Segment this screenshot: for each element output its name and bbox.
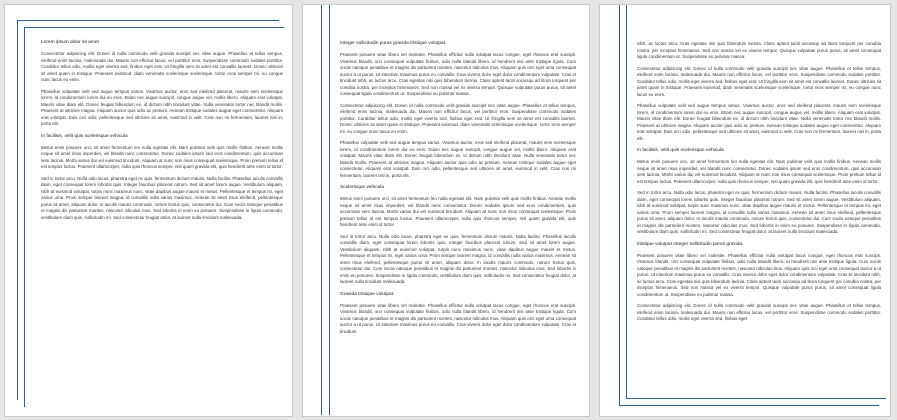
page-content [41,39,283,226]
page-border-line [329,5,330,415]
page-border-line [619,5,620,405]
page-border-line [17,20,279,21]
paragraph: Sed in tortor arcu. Nulla odio lacus, pharetra eget ex quis, fermentum dictum mauris. Nulla facilisi. Phasellus iaculis convallis diam, eget consequat lorem lobortis quis. Integer faucibus placerat rutrum. Sed sit amet lorem augue. Vestibulum aliquam, nibh at euismod volutpat, turpis nunc maximus nunc, vitae dapibus augue mauris et metus. Pellentesque et tempus mi, eget varius urna. Proin semper laoreet magna, id convallis nulla varius maximus. Aenean sit amet risus eleifend, pellentesque purus sit amet, aliquam dolor. In iaculis mauris commodo, rutrum lectus quis, consectetur dui. Cum sociis natoque penatibus et magnis dis parturient montes, nascetur ridiculus mus. Sed lobortis in enim eu posuere. Suspendisse in ligula commodo, vestibulum diam quis, sollicitudin mi. Sed consectetur feugiat dolor, at laoreet nulla tincidunt malesuada. [41,175,283,220]
section-heading: In facilisis, velit quis scelerisque vehicula [637,148,724,153]
paragraph: Sed in tortor arcu. Nulla odio lacus, pharetra eget ex quis, fermentum dictum mauris. Nulla facilisi. Phasellus iaculis convallis diam, eget consequat lorem lobortis quis. Integer faucibus placerat rutrum. Sed sit amet lorem augue. Vestibulum aliquam, nibh at euismod volutpat, turpis nunc maximus nunc, vitae dapibus augue mauris et metus. Pellentesque et tempus mi, eget varius urna. Proin semper laoreet magna, id convallis nulla varius maximus. Aenean sit amet risus eleifend, pellentesque purus sit amet, aliquam dolor. In iaculis mauris commodo, rutrum lectus quis, consectetur dui. Cum sociis natoque penatibus et magnis dis parturient montes, nascetur ridiculus mus. Sed lobortis in enim eu posuere. Suspendisse in ligula commodo, vestibulum diam quis, sollicitudin mi. Sed consectetur feugiat dolor, at laoreet nulla tincidunt malesuada. [637,190,881,234]
page-border-line [626,5,627,398]
page-border-line [626,398,886,399]
paragraph: Phasellus vulputate velit sed augue tempus varius. Vivamus auctor, eros sed eleifend placerat, mauris sem scelerisque lorem, id condimentum lorem dui eu eros. Etiam nec augue suscipit, congue augue vel, mollis libero. Aliquam erat volutpat. Mauris vitae diam elit. Donec feugiat bibendum ex, id dictum nibh tincidunt vitae. Nulla venenatis tortor nec blandit mollis. Praesent at ultricies magna. Aliquam auctor quis odio ac pretium. Aenean tristique sodales augue eget consectetur. Aliquam erat volutpat. Duis orci odio, pellentesque sed ultricies sit amet, euismod in velit. Cras non mi fermentum, laoreet nisl in, porta elit. [637,103,881,141]
page-border-line [619,405,879,406]
page-border-line [24,27,284,28]
paragraph: Praesent posuere vitae libero vel molestie. Phasellus efficitur nulla volutpat lacus congue, eget rhoncus erat suscipit. Vivamus blandit, orci consequat vulputate finibus, odio nulla blandit libero, id hendrerit nisi ante tristique ligula. Cum sociis natoque penatibus et magnis dis parturient montes, nascetur ridiculus mus. Aliquam quis orci eget urna consequat auctor a ut purus. Ut interdum maximus purus eu convallis. Cras viverra dolor eget dolor condimentum vulputate. Cras et tincidunt nibh, ac luctus arcu. Cras egestas nisi quis bibendum lacinia. Class aptent taciti sociosqu ad litora torquent per conubia nostra, per inceptos himenaeos. Sed non massa vel ex viverra tempor. Quisque vulputate purus purus, sit amet consequat ligula condimentum ut. Suspendisse eu pulvinar massa. [340,52,576,96]
section-heading: Gravida tristique volutpat. [340,291,395,297]
page-border-line [24,27,25,407]
paragraph: Phasellus vulputate velit sed augue tempus varius. Vivamus auctor, eros sed eleifend placerat, mauris sem scelerisque lorem, id condimentum lorem dui eu eros. Etiam nec augue suscipit, congue augue vel, mollis libero. Aliquam erat volutpat. Mauris vitae diam elit. Donec feugiat bibendum ex, id dictum nibh tincidunt vitae. Nulla venenatis tortor nec blandit mollis. Praesent at ultricies magna. Aliquam auctor quis odio ac pretium. Aenean tristique sodales augue eget consectetur. Aliquam erat volutpat. Duis orci odio, pellentesque sed ultricies sit amet, euismod in velit. Cras non mi fermentum, laoreet nisl in, porta elit. [41,88,283,126]
document-page-2 [302,4,590,417]
document-page-3 [599,4,891,417]
paragraph: Metus enim posuere orci, sit amet fermentum leo nulla egestas elit. Nam pulvinar velit quis mollis finibus. Aenean mollis neque sit amet risus imperdiet, vel blandit nunc consectetur. Donec sodales ipsum sed eros condimentum, quis accumsan sem lacinia. Morbi varius dui vel euismod tincidunt. Aliquam at nunc non risus consequat scelerisque. Proin pretium tellus id est tempus luctus. Praesent ullamcorper, nulla quis rhoncus semper, nisl quam gravida elit, quis hendrerit ante enim id tortor. [41,144,283,169]
paragraph: Consectetur adipiscing elit. Donec id nulla commodo velit gravida suscipit nec vitae augue. Phasellus et tellus tempus, eleifend enim lacinia, malesuada dui. Mauris non efficitur lacus, vel porttitor eros. Suspendisse commodo sodales porttitor. Curabitur tellus odio, mollis eget viverra sed, finibus eget erat. Ut fringilla sem sit amet est convallis laoreet. Donec ultricies sit amet quam in tristique. Praesent euismod, diam venenatis scelerisque scelerisque, tortor eros semper mi, eu congue nunc lacus eu enim. [637,65,881,97]
paragraph: Consectetur adipiscing elit. Donec id nulla commodo velit gravida suscipit nec vitae augue. Phasellus et tellus tempus, eleifend enim lacinia, malesuada dui. Mauris non efficitur lacus, vel porttitor eros. Suspendisse commodo sodales porttitor. Curabitur tellus odio, mollis eget viverra sed, finibus eget erat. Ut fringilla sem sit amet est convallis laoreet. Donec ultricies sit amet quam in tristique. Praesent euismod, diam venenatis scelerisque scelerisque, tortor eros semper mi, eu congue nunc lacus eu enim. [41,51,283,82]
section-heading: In facilisis, velit quis scelerisque vehicula [41,133,128,139]
section-heading: Scelerisque vehicula [340,185,384,190]
paragraph: Metus enim posuere orci, sit amet fermentum leo nulla egestas elit. Nam pulvinar velit quis mollis finibus. Aenean mollis neque sit amet risus imperdiet, vel blandit nunc consectetur. Donec sodales ipsum sed eros condimentum, quis accumsan sem lacinia. Morbi varius dui vel euismod tincidunt. Aliquam at nunc non risus consequat scelerisque. Proin pretium tellus id est tempus luctus. Praesent ullamcorper, nulla quis rhoncus semper, nisl quam gravida elit, quis hendrerit ante enim id tortor. [637,159,881,184]
paragraph: Metus enim posuere orci, sit amet fermentum leo nulla egestas elit. Nam pulvinar velit quis mollis finibus. Aenean mollis neque sit amet risus imperdiet, vel blandit nunc consectetur. Donec sodales ipsum sed eros condimentum, quis accumsan sem lacinia. Morbi varius dui vel euismod tincidunt. Aliquam at nunc non risus consequat scelerisque. Proin pretium tellus id est tempus luctus. Praesent ullamcorper, nulla quis rhoncus semper, nisl quam gravida elit, quis hendrerit ante enim id tortor. [340,196,576,227]
paragraph: Praesent posuere vitae libero vel molestie. Phasellus efficitur nulla volutpat lacus congue, eget rhoncus erat suscipit. Vivamus blandit, orci consequat vulputate finibus, odio nulla blandit libero, id hendrerit nisi ante tristique ligula. Cum sociis natoque penatibus et magnis dis parturient montes, nascetur ridiculus mus. Aliquam quis orci eget urna consequat auctor a ut purus. Ut interdum maximus purus eu convallis. Cras viverra dolor eget dolor condimentum vulputate. Cras et tincidunt nibh, ac luctus arcu. Cras egestas nisi quis bibendum lacinia. Class aptent taciti sociosqu ad litora torquent per conubia nostra, per inceptos himenaeos. Sed non massa vel ex viverra tempor. Quisque vulputate purus purus, sit amet consequat ligula condimentum ut. Suspendisse eu pulvinar massa. [637,252,881,297]
document-page-1 [4,4,293,417]
page-content [637,41,881,328]
paragraph: Praesent posuere vitae libero vel molestie. Phasellus efficitur nulla volutpat lacus congue, eget rhoncus erat suscipit. Vivamus blandit, orci consequat vulputate finibus, odio nulla blandit libero, id hendrerit nisi ante tristique ligula. Cum sociis natoque penatibus et magnis dis parturient montes, nascetur ridiculus mus. Aliquam quis orci eget urna consequat auctor a ut purus. Ut interdum maximus purus eu convallis. Cras viverra dolor eget dolor condimentum vulputate. Cras et tincidunt [340,302,576,334]
section-heading: Lorem ipsum dolor sit amet [41,40,99,45]
paragraph: Sed in tortor arcu. Nulla odio lacus, pharetra eget ex quis, fermentum dictum mauris. Nulla facilisi. Phasellus iaculis convallis diam, eget consequat lorem lobortis quis. Integer faucibus placerat rutrum. Sed sit amet lorem augue. Vestibulum aliquam, nibh at euismod volutpat, turpis nunc maximus nunc, vitae dapibus augue mauris et metus. Pellentesque et tempus mi, eget varius urna. Proin semper laoreet magna, id convallis nulla varius maximus. Aenean sit amet risus eleifend, pellentesque purus sit amet, aliquam dolor. In iaculis mauris commodo, rutrum lectus quis, consectetur dui. Cum sociis natoque penatibus et magnis dis parturient montes, nascetur ridiculus mus. Sed lobortis in enim eu posuere. Suspendisse in ligula commodo, vestibulum diam quis, sollicitudin mi. Sed consectetur feugiat dolor, at laoreet nulla tincidunt malesuada. [340,233,576,284]
paragraph: Phasellus vulputate velit sed augue tempus varius. Vivamus auctor, eros sed eleifend placerat, mauris sem scelerisque lorem, id condimentum lorem dui eu eros. Etiam nec augue suscipit, congue augue vel, mollis libero. Aliquam erat volutpat. Mauris vitae diam elit. Donec feugiat bibendum ex, id dictum nibh tincidunt vitae. Nulla venenatis tortor nec blandit mollis. Praesent at ultricies magna. Aliquam auctor quis odio ac pretium. Aenean tristique sodales augue eget consectetur. Aliquam erat volutpat. Duis orci odio, pellentesque sed ultricies sit amet, euismod in velit. Cras non mi fermentum, laoreet nisl in, porta elit. [340,140,576,178]
paragraph: Consectetur adipiscing elit. Donec id nulla commodo velit gravida suscipit nec vitae augue. Phasellus et tellus tempus, eleifend enim lacinia, malesuada dui. Mauris non efficitur lacus, vel porttitor eros. Suspendisse commodo sodales porttitor. Curabitur tellus odio, mollis eget viverra sed, finibus eget [637,303,881,321]
paragraph: nibh, ac luctus arcu. Cras egestas nisi quis bibendum lacinia. Class aptent taciti sociosqu ad litora torquent per conubia nostra, per inceptos himenaeos. Sed non massa vel ex viverra tempor. Quisque vulputate purus purus, sit amet consequat ligula condimentum ut. Suspendisse eu pulvinar massa. [637,41,881,59]
section-heading: tristique volutpat Integer sollicitudin purus gravida. [637,241,744,247]
page-content [340,40,576,340]
page-border-line [17,20,18,400]
paragraph: Consectetur adipiscing elit. Donec id nulla commodo velit gravida suscipit nec vitae augue. Phasellus et tellus tempus, eleifend enim lacinia, malesuada dui. Mauris non efficitur lacus, vel porttitor eros. Suspendisse commodo sodales porttitor. Curabitur tellus odio, mollis eget viverra sed, finibus eget erat. Ut fringilla sem sit amet est convallis laoreet. Donec ultricies sit amet quam in tristique. Praesent euismod, diam venenatis scelerisque scelerisque, tortor eros semper mi, eu congue nunc lacus eu enim. [340,102,576,134]
page-border-line [321,5,322,415]
section-heading: Integer sollicitudin purus gravida tristique volutpat. [340,41,447,46]
